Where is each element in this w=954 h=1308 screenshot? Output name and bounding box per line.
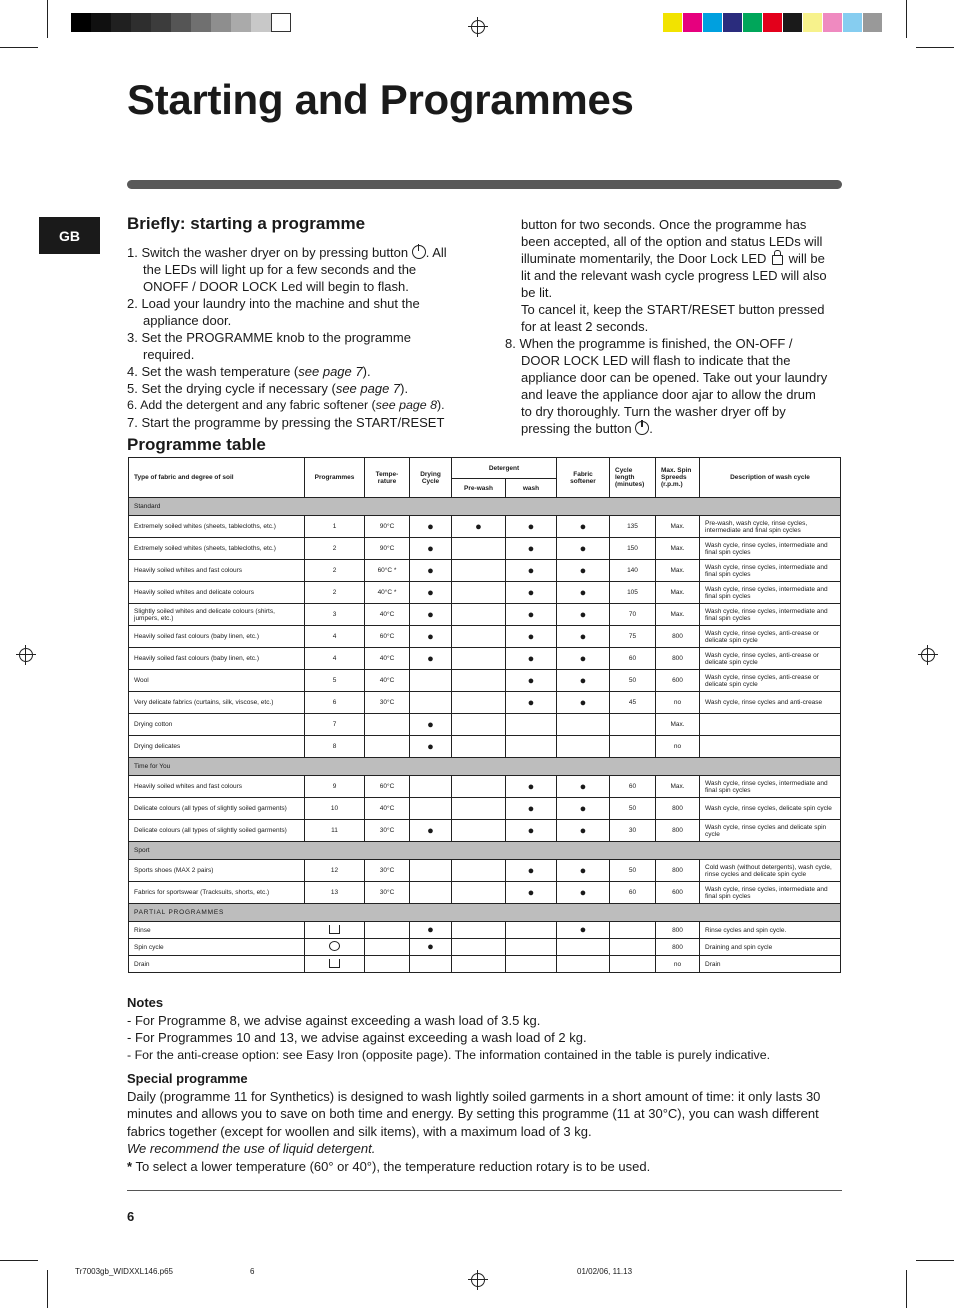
cell-fabric: Wool (129, 670, 305, 692)
cell-pre (452, 736, 506, 758)
gray-swatch (191, 13, 211, 32)
cell-len: 60 (610, 648, 656, 670)
cell-wash: ● (506, 516, 557, 538)
cell-len: 105 (610, 582, 656, 604)
page-title: Starting and Programmes (127, 76, 634, 123)
cell-wash: ● (506, 648, 557, 670)
cell-spin: Max. (656, 714, 700, 736)
cell-pre (452, 956, 506, 973)
cell-len: 70 (610, 604, 656, 626)
registration-mark-icon (471, 20, 485, 34)
cell-prog: 2 (305, 538, 365, 560)
cell-prog: 12 (305, 860, 365, 882)
cell-prog: 10 (305, 798, 365, 820)
table-row (129, 956, 841, 973)
color-swatch (823, 13, 842, 32)
cell-wash: ● (506, 860, 557, 882)
footer-rule (127, 1190, 842, 1191)
gray-swatch (211, 13, 231, 32)
cell-temp (365, 736, 410, 758)
temperature-note: * To select a lower temperature (60° or 40°), the temperature reduction rotary is to be used. (127, 1158, 651, 1174)
cell-soft: ● (557, 860, 610, 882)
cell-prog: 4 (305, 626, 365, 648)
cell-desc: Wash cycle, rinse cycles, intermediate and final spin cycles (700, 604, 841, 626)
header-wash: wash (506, 479, 557, 498)
cell-dry: ● (410, 516, 452, 538)
cell-temp: 40°C (365, 670, 410, 692)
cell-pre (452, 798, 506, 820)
cell-prog: 7 (305, 714, 365, 736)
cell-pre: ● (452, 516, 506, 538)
color-swatch (703, 13, 722, 32)
cell-dry (410, 882, 452, 904)
cell-temp (365, 922, 410, 939)
cell-pre (452, 714, 506, 736)
cell-len: 135 (610, 516, 656, 538)
table-row (129, 626, 841, 648)
cell-fabric: Heavily soiled fast colours (baby linen, etc.) (129, 648, 305, 670)
header-cycle-length: Cycle length (minutes) (610, 458, 656, 498)
cell-len: 140 (610, 560, 656, 582)
cell-spin: no (656, 956, 700, 973)
cell-soft: ● (557, 922, 610, 939)
cell-dry: ● (410, 939, 452, 956)
cell-pre (452, 604, 506, 626)
step-6: 6. Add the detergent and any fabric softener (see page 8). (127, 398, 445, 412)
table-row (129, 582, 841, 604)
cell-desc: Wash cycle, rinse cycles, intermediate and final spin cycles (700, 776, 841, 798)
footer-page: 6 (250, 1267, 255, 1276)
cell-len (610, 736, 656, 758)
cell-pre (452, 922, 506, 939)
table-row (129, 776, 841, 798)
cell-temp: 30°C (365, 882, 410, 904)
cell-temp: 40°C (365, 648, 410, 670)
cell-prog (305, 939, 365, 956)
notes-heading: Notes (127, 995, 164, 1010)
cell-prog (305, 956, 365, 973)
cell-desc (700, 736, 841, 758)
color-swatch (723, 13, 742, 32)
cell-fabric: Drying cotton (129, 714, 305, 736)
header-detergent: Detergent (452, 458, 557, 479)
cell-prog: 9 (305, 776, 365, 798)
cell-pre (452, 582, 506, 604)
cell-wash: ● (506, 670, 557, 692)
cell-desc: Drain (700, 956, 841, 973)
cell-prog: 2 (305, 560, 365, 582)
cell-soft: ● (557, 692, 610, 714)
cell-dry: ● (410, 922, 452, 939)
cell-len: 60 (610, 882, 656, 904)
cell-len (610, 922, 656, 939)
cell-prog: 11 (305, 820, 365, 842)
color-swatch (783, 13, 802, 32)
cell-desc: Rinse cycles and spin cycle. (700, 922, 841, 939)
cell-desc: Wash cycle, rinse cycles and anti-crease (700, 692, 841, 714)
cell-temp: 60°C * (365, 560, 410, 582)
note-2: - For Programmes 10 and 13, we advise against exceeding a wash load of 2 kg. (127, 1030, 587, 1045)
color-swatch (743, 13, 762, 32)
cell-pre (452, 692, 506, 714)
color-swatch (843, 13, 862, 32)
cell-dry: ● (410, 648, 452, 670)
cell-prog: 5 (305, 670, 365, 692)
cell-len: 60 (610, 776, 656, 798)
header-programmes: Programmes (305, 458, 365, 498)
table-section-row (129, 904, 841, 922)
cell-fabric: Drying delicates (129, 736, 305, 758)
cell-prog: 2 (305, 582, 365, 604)
cell-fabric: Rinse (129, 922, 305, 939)
cell-fabric: Sports shoes (MAX 2 pairs) (129, 860, 305, 882)
step-5: 5. Set the drying cycle if necessary (see page 7). (127, 381, 409, 396)
note-3: - For the anti-crease option: see Easy Iron (opposite page). The information contained in the table is purely indicative. (127, 1047, 771, 1062)
table-row (129, 798, 841, 820)
cell-soft (557, 714, 610, 736)
cell-desc: Wash cycle, rinse cycles and delicate spin cycle (700, 820, 841, 842)
table-row (129, 736, 841, 758)
cell-desc: Wash cycle, rinse cycles, intermediate and final spin cycles (700, 538, 841, 560)
step-7-continued: button for two seconds. Once the programme has been accepted, all of the option and status LEDs will illuminate momentarily, the Door Lock LED will be lit and the relevant wash cycle progress LED will also be lit. (521, 217, 827, 300)
cell-temp: 90°C (365, 538, 410, 560)
cell-dry: ● (410, 560, 452, 582)
cell-spin: no (656, 736, 700, 758)
cancel-note: To cancel it, keep the START/RESET button pressed for at least 2 seconds. (521, 302, 825, 334)
cell-desc: Wash cycle, rinse cycles, intermediate and final spin cycles (700, 560, 841, 582)
cell-dry (410, 670, 452, 692)
cell-desc: Draining and spin cycle (700, 939, 841, 956)
cell-fabric: Heavily soiled whites and fast colours (129, 560, 305, 582)
gray-swatch (111, 13, 131, 32)
cell-dry: ● (410, 736, 452, 758)
cell-soft: ● (557, 626, 610, 648)
note-1: - For Programme 8, we advise against exceeding a wash load of 3.5 kg. (127, 1012, 541, 1028)
color-swatch (663, 13, 682, 32)
cell-wash: ● (506, 604, 557, 626)
cell-spin: 800 (656, 798, 700, 820)
gray-swatch (131, 13, 151, 32)
step-1: 1. Switch the washer dryer on by pressing button . All the LEDs will light up for a few seconds and the ONOFF / DOOR LOCK Led will begin to flash. (127, 245, 447, 294)
cell-soft: ● (557, 604, 610, 626)
programme-table-heading: Programme table (127, 435, 266, 454)
power-button-icon (412, 245, 426, 259)
rinse-icon (329, 925, 340, 934)
table-row (129, 922, 841, 939)
color-swatch (863, 13, 882, 32)
gray-swatch (71, 13, 91, 32)
cell-prog: 1 (305, 516, 365, 538)
cell-dry (410, 692, 452, 714)
table-row (129, 604, 841, 626)
cell-soft: ● (557, 582, 610, 604)
cell-len: 50 (610, 670, 656, 692)
cell-temp: 90°C (365, 516, 410, 538)
page-number: 6 (127, 1209, 135, 1224)
cell-fabric: Heavily soiled whites and fast colours (129, 776, 305, 798)
cell-fabric: Spin cycle (129, 939, 305, 956)
cell-prog: 8 (305, 736, 365, 758)
cell-dry (410, 776, 452, 798)
cell-dry: ● (410, 582, 452, 604)
cell-fabric: Delicate colours (all types of slightly soiled garments) (129, 798, 305, 820)
cell-len: 30 (610, 820, 656, 842)
cell-fabric: Fabrics for sportswear (Tracksuits, shorts, etc.) (129, 882, 305, 904)
header-prewash: Pre-wash (452, 479, 506, 498)
cell-fabric: Slightly soiled whites and delicate colours (shirts, jumpers, etc.) (129, 604, 305, 626)
cell-wash: ● (506, 798, 557, 820)
cell-dry (410, 860, 452, 882)
special-text: Daily (programme 11 for Synthetics) is designed to wash lightly soiled garments in a short amount of time: it only lasts 30 minutes and allows you to save on both time and energy. By setting this programme (11 at 30°C), you can wash different fabrics together (except for woollen and silk items), with a maximum load of 3 kg. (127, 1088, 821, 1139)
cell-temp: 30°C (365, 820, 410, 842)
cell-spin: Max. (656, 538, 700, 560)
title-rule (127, 180, 842, 189)
cell-temp: 40°C * (365, 582, 410, 604)
cell-temp: 60°C (365, 626, 410, 648)
cell-fabric: Drain (129, 956, 305, 973)
cell-fabric: Heavily soiled fast colours (baby linen, etc.) (129, 626, 305, 648)
table-section-row (129, 498, 841, 516)
cell-spin: 800 (656, 648, 700, 670)
step-8: 8. When the programme is finished, the ON-OFF / DOOR LOCK LED will flash to indicate that the appliance door can be opened. Take out your laundry and leave the appliance door ajar to allow the drum to dry thoroughly. Turn the washer dryer off by pressing the button . (505, 336, 828, 436)
table-row (129, 560, 841, 582)
cell-spin: Max. (656, 582, 700, 604)
cell-wash: ● (506, 692, 557, 714)
cell-len (610, 939, 656, 956)
cell-prog (305, 922, 365, 939)
cell-spin: 600 (656, 882, 700, 904)
color-swatch (763, 13, 782, 32)
cell-pre (452, 820, 506, 842)
cell-spin: Max. (656, 604, 700, 626)
cell-spin: 800 (656, 626, 700, 648)
step-4: 4. Set the wash temperature (see page 7). (127, 364, 371, 379)
steps-continued (505, 216, 828, 437)
cell-wash (506, 922, 557, 939)
cell-fabric: Heavily soiled whites and delicate colours (129, 582, 305, 604)
cell-wash: ● (506, 626, 557, 648)
header-spin: Max. Spin Spreeds (r.p.m.) (656, 458, 700, 498)
recommend-text: We recommend the use of liquid detergent. (127, 1141, 376, 1156)
special-heading: Special programme (127, 1071, 248, 1086)
cell-soft (557, 939, 610, 956)
cell-desc: Wash cycle, rinse cycles, intermediate and final spin cycles (700, 582, 841, 604)
table-row (129, 648, 841, 670)
cell-temp (365, 956, 410, 973)
cell-wash: ● (506, 560, 557, 582)
cell-dry: ● (410, 538, 452, 560)
table-row (129, 714, 841, 736)
cell-len: 50 (610, 860, 656, 882)
cell-soft: ● (557, 798, 610, 820)
cell-len: 75 (610, 626, 656, 648)
cell-wash (506, 736, 557, 758)
header-temperature: Tempe-rature (365, 458, 410, 498)
cell-desc (700, 714, 841, 736)
programme-table (128, 457, 841, 973)
cell-wash: ● (506, 582, 557, 604)
color-swatch (683, 13, 702, 32)
cell-spin: 600 (656, 670, 700, 692)
registration-mark-icon (471, 1273, 485, 1287)
cell-soft: ● (557, 776, 610, 798)
cell-desc: Wash cycle, rinse cycles, anti-crease or delicate spin cycle (700, 648, 841, 670)
footer-file: Tr7003gb_WIDXXL146.p65 (75, 1267, 173, 1276)
section-label: PARTIAL PROGRAMMES (129, 904, 841, 922)
cell-prog: 3 (305, 604, 365, 626)
cell-temp: 30°C (365, 692, 410, 714)
cell-soft (557, 736, 610, 758)
cell-prog: 13 (305, 882, 365, 904)
cell-temp (365, 939, 410, 956)
cell-desc: Wash cycle, rinse cycles, delicate spin cycle (700, 798, 841, 820)
cell-wash: ● (506, 882, 557, 904)
gray-swatch (91, 13, 111, 32)
lock-icon (772, 255, 783, 265)
cell-fabric: Delicate colours (all types of slightly soiled garments) (129, 820, 305, 842)
cell-pre (452, 648, 506, 670)
cell-wash (506, 956, 557, 973)
cell-pre (452, 860, 506, 882)
cell-soft: ● (557, 560, 610, 582)
cell-len (610, 714, 656, 736)
cell-fabric: Extremely soiled whites (sheets, tablecloths, etc.) (129, 538, 305, 560)
cell-dry: ● (410, 604, 452, 626)
cell-pre (452, 538, 506, 560)
drain-icon (329, 959, 340, 968)
cell-dry: ● (410, 820, 452, 842)
gray-swatch (151, 13, 171, 32)
registration-mark-icon (19, 648, 33, 662)
table-section-row (129, 758, 841, 776)
cell-prog: 4 (305, 648, 365, 670)
table-row (129, 692, 841, 714)
cell-temp (365, 714, 410, 736)
cell-spin: 800 (656, 939, 700, 956)
cell-wash: ● (506, 820, 557, 842)
cell-soft: ● (557, 820, 610, 842)
table-row (129, 538, 841, 560)
cell-pre (452, 626, 506, 648)
table-section-row (129, 842, 841, 860)
cell-desc: Pre-wash, wash cycle, rinse cycles, intermediate and final spin cycles (700, 516, 841, 538)
header-softener: Fabric softener (557, 458, 610, 498)
table-row (129, 670, 841, 692)
cell-temp: 40°C (365, 604, 410, 626)
table-row (129, 939, 841, 956)
cell-prog: 6 (305, 692, 365, 714)
cell-dry (410, 798, 452, 820)
cell-spin: Max. (656, 516, 700, 538)
footer-date: 01/02/06, 11.13 (577, 1267, 633, 1276)
cell-spin: no (656, 692, 700, 714)
cell-pre (452, 939, 506, 956)
table-row (129, 860, 841, 882)
cell-soft: ● (557, 648, 610, 670)
cell-desc: Wash cycle, rinse cycles, intermediate and final spin cycles (700, 882, 841, 904)
cell-spin: 800 (656, 860, 700, 882)
section-label: Time for You (129, 758, 841, 776)
cell-soft: ● (557, 516, 610, 538)
cell-len: 45 (610, 692, 656, 714)
spin-icon (329, 941, 340, 951)
header-drying: Drying Cycle (410, 458, 452, 498)
cell-soft: ● (557, 882, 610, 904)
table-row (129, 882, 841, 904)
cell-soft: ● (557, 538, 610, 560)
cell-pre (452, 882, 506, 904)
section-label: Sport (129, 842, 841, 860)
gray-swatch (231, 13, 251, 32)
cell-soft: ● (557, 670, 610, 692)
cell-spin: Max. (656, 776, 700, 798)
cell-len (610, 956, 656, 973)
table-row (129, 516, 841, 538)
cell-wash: ● (506, 776, 557, 798)
cell-spin: 800 (656, 820, 700, 842)
cell-wash (506, 714, 557, 736)
cell-desc: Wash cycle, rinse cycles, anti-crease or delicate spin cycle (700, 670, 841, 692)
cell-temp: 30°C (365, 860, 410, 882)
briefly-heading: Briefly: starting a programme (127, 214, 366, 233)
header-description: Description of wash cycle (700, 458, 841, 498)
cell-dry (410, 956, 452, 973)
cell-fabric: Extremely soiled whites (sheets, tablecloths, etc.) (129, 516, 305, 538)
cell-spin: 800 (656, 922, 700, 939)
cell-dry: ● (410, 626, 452, 648)
notes-section (127, 994, 847, 1175)
cell-desc: Cold wash (without detergents), wash cycle, rinse cycles and delicate spin cycle (700, 860, 841, 882)
cell-soft (557, 956, 610, 973)
cell-desc: Wash cycle, rinse cycles, anti-crease or delicate spin cycle (700, 626, 841, 648)
header-type: Type of fabric and degree of soil (129, 458, 305, 498)
gray-swatch (251, 13, 271, 32)
step-2: 2. Load your laundry into the machine and shut the appliance door. (127, 296, 420, 328)
table-row (129, 820, 841, 842)
steps-list (127, 244, 463, 431)
gray-swatch (271, 13, 291, 32)
cell-temp: 40°C (365, 798, 410, 820)
section-label: Standard (129, 498, 841, 516)
power-button-icon (635, 421, 649, 435)
registration-mark-icon (921, 648, 935, 662)
step-3: 3. Set the PROGRAMME knob to the programme required. (127, 330, 411, 362)
cell-spin: Max. (656, 560, 700, 582)
cell-pre (452, 776, 506, 798)
step-7: 7. Start the programme by pressing the START/RESET (127, 415, 445, 430)
cell-len: 150 (610, 538, 656, 560)
cell-temp: 60°C (365, 776, 410, 798)
cell-pre (452, 560, 506, 582)
cell-dry: ● (410, 714, 452, 736)
language-badge: GB (39, 217, 100, 254)
cell-wash (506, 939, 557, 956)
cell-pre (452, 670, 506, 692)
cell-len: 50 (610, 798, 656, 820)
color-swatch (803, 13, 822, 32)
cell-wash: ● (506, 538, 557, 560)
cell-fabric: Very delicate fabrics (curtains, silk, viscose, etc.) (129, 692, 305, 714)
gray-swatch (171, 13, 191, 32)
